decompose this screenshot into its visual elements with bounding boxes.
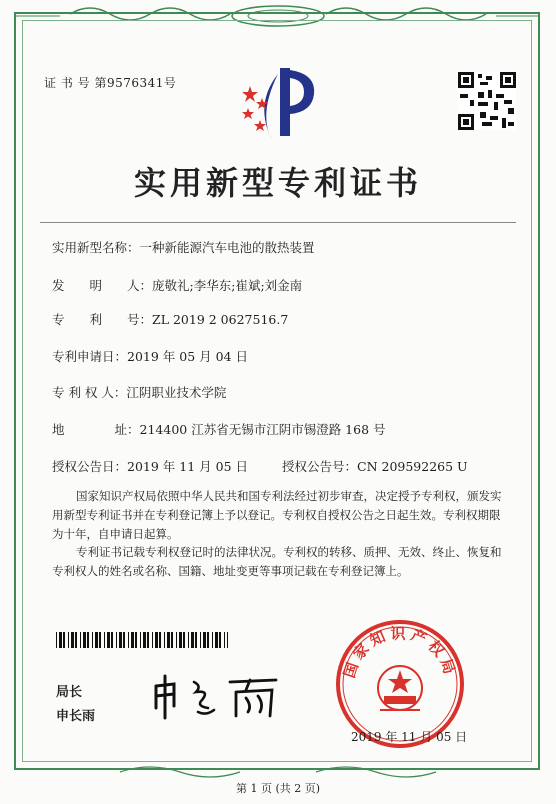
patent-number-label: 专 利 号： (52, 312, 153, 327)
inventor-value: 庞敬礼;李华东;崔斌;刘金南 (152, 278, 303, 293)
grant-date-label: 授权公告日： (52, 459, 128, 474)
patent-office-logo-icon (232, 64, 322, 146)
address-label: 地 址： (52, 422, 140, 437)
utility-model-name-label: 实用新型名称： (52, 240, 140, 255)
legal-paragraph-2: 专利证书记载专利权登记时的法律状况。专利权的转移、质押、无效、终止、恢复和专利权人的姓名或名称、国籍、地址变更等事项记载在专利登记簿上。 (52, 545, 502, 578)
utility-model-name-row (52, 238, 315, 256)
patentee-label: 专 利 权 人： (52, 385, 127, 400)
title-divider (40, 222, 516, 223)
patentee-value: 江阴职业技术学院 (126, 385, 227, 400)
patentee-row (52, 383, 226, 401)
seal-date: 2019 年 11 月 05 日 (351, 730, 468, 744)
svg-text:国家知识产权局: 国家知识产权局 (340, 624, 460, 681)
filing-date-value: 2019 年 05 月 04 日 (127, 349, 249, 364)
barcode-icon (56, 632, 228, 648)
page-number: 第 1 页 (共 2 页) (235, 782, 321, 795)
patent-number-value: ZL 2019 2 0627516.7 (152, 312, 289, 327)
address-row (52, 420, 386, 438)
grant-number-label: 授权公告号： (282, 459, 358, 474)
certificate-number: 证 书 号 第9576341号 (44, 76, 177, 90)
legal-paragraph-1: 国家知识产权局依照中华人民共和国专利法经过初步审查，决定授予专利权，颁发实用新型专利证书并在专利登记簿上予以登记。专利权自授权公告之日起生效。专利权期限为十年，自申请日起算。 (52, 489, 502, 541)
page-title: 实用新型专利证书 (133, 164, 422, 202)
grant-number-value: CN 209592265 U (357, 459, 468, 474)
qr-code-icon (458, 72, 516, 130)
filing-date-label: 专利申请日： (52, 349, 128, 364)
address-value: 214400 江苏省无锡市江阴市锡澄路 168 号 (139, 422, 386, 437)
director-name: 申长雨 (56, 709, 96, 724)
patent-number-row (52, 310, 288, 328)
filing-date-row (52, 347, 248, 365)
grant-number-row (282, 457, 468, 475)
grant-date-row (52, 457, 248, 475)
handwritten-signature (150, 672, 290, 720)
inventor-label: 发 明 人： (52, 278, 153, 293)
inventor-row (52, 276, 302, 294)
director-title: 局长 (56, 685, 83, 700)
utility-model-name-value: 一种新能源汽车电池的散热装置 (139, 240, 315, 255)
grant-date-value: 2019 年 11 月 05 日 (127, 459, 249, 474)
